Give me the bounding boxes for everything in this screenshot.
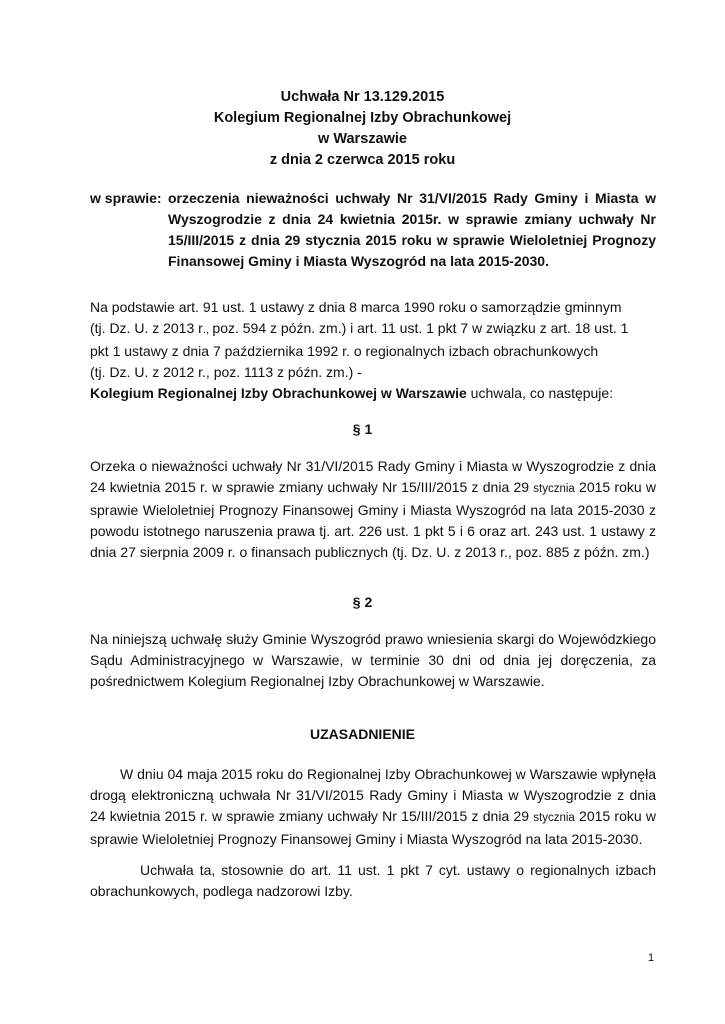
justification-paragraph-1: W dniu 04 maja 2015 roku do Regionalnej Izby Obrachunkowej w Warszawie wpłynęła drogą elektroniczną uchwała Nr 31/VI/2015 Rady Gminy i Miasta w Wyszogrodzie z dnia 24 kwietnia 2015 r. w sprawie zmiany uchwały Nr 15/III/2015 z dnia 29 stycznia 2015 roku w sprawie Wieloletniej Prognozy Finansowej Gminy i Miasta Wyszogród na lata 2015-2030.	[90, 766, 656, 847]
resolution-date: z dnia 2 czerwca 2015 roku	[269, 152, 456, 168]
subject-text: orzeczenia nieważności uchwały Nr 31/VI/2015 Rady Gminy i Miasta w Wyszogrodzie z dnia 24 kwietnia 2015r. w sprawie zmiany uchwały Nr 15/III/2015 z dnia 29 stycznia 2015 roku w sprawie Wieloletniej Prognozy Finansowej Gminy i Miasta Wyszogród na lata 2015-2030.	[168, 190, 656, 269]
page-number: 1	[648, 952, 655, 964]
resolution-header	[0, 87, 725, 171]
subject-label: w sprawie:	[90, 190, 162, 206]
section-2-title: § 2	[352, 594, 373, 610]
basis-line-4: (tj. Dz. U. z 2012 r., poz. 1113 z późn. zm.) -	[90, 364, 362, 380]
basis-line-5: Kolegium Regionalnej Izby Obrachunkowej w Warszawie uchwala, co następuje:	[90, 385, 614, 401]
basis-line-1: Na podstawie art. 91 ust. 1 ustawy z dnia 8 marca 1990 roku o samorządzie gminnym	[90, 299, 622, 315]
basis-line-2: (tj. Dz. U. z 2013 r., poz. 594 z późn. zm.) i art. 11 ust. 1 pkt 7 w związku z art. 18 ust. 1	[90, 320, 629, 336]
issuing-body: Kolegium Regionalnej Izby Obrachunkowej	[213, 110, 512, 126]
collegium-name: Kolegium Regionalnej Izby Obrachunkowej w Warszawie	[90, 385, 467, 401]
section-1-text: Orzeka o nieważności uchwały Nr 31/VI/2015 Rady Gminy i Miasta w Wyszogrodzie z dnia 24 kwietnia 2015 r. w sprawie zmiany uchwały Nr 15/III/2015 z dnia 29 stycznia 2015 roku w sprawie Wieloletniej Prognozy Finansowej Gminy i Miasta Wyszogród na lata 2015-2030 z powodu istotnego naruszenia prawa tj. art. 226 ust. 1 pkt 5 i 6 oraz art. 243 ust. 1 ustawy z dnia 27 sierpnia 2009 r. o finansach publicznych (tj. Dz. U. z 2013 r., poz. 885 z późn. zm.)	[90, 458, 656, 560]
basis-line-3: pkt 1 ustawy z dnia 7 października 1992 r. o regionalnych izbach obrachunkowych	[90, 343, 599, 359]
resolution-number: Uchwała Nr 13.129.2015	[280, 89, 445, 105]
issuing-city: w Warszawie	[318, 131, 407, 147]
legal-basis	[90, 297, 656, 404]
justification-paragraph-2: Uchwała ta, stosownie do art. 11 ust. 1 pkt 7 cyt. ustawy o regionalnych izbach obrachunkowych, podlega nadzorowi Izby.	[90, 862, 656, 899]
section-1-title: § 1	[352, 421, 373, 437]
subject-block	[90, 188, 656, 272]
justification-title: UZASADNIENIE	[309, 726, 415, 742]
section-2-text: Na niniejszą uchwałę służy Gminie Wyszogród prawo wniesienia skargi do Wojewódzkiego Sądu Administracyjnego w Warszawie, w terminie 30 dni od dnia jej doręczenia, za pośrednictwem Kolegium Regionalnej Izby Obrachunkowej w Warszawie.	[90, 631, 656, 689]
